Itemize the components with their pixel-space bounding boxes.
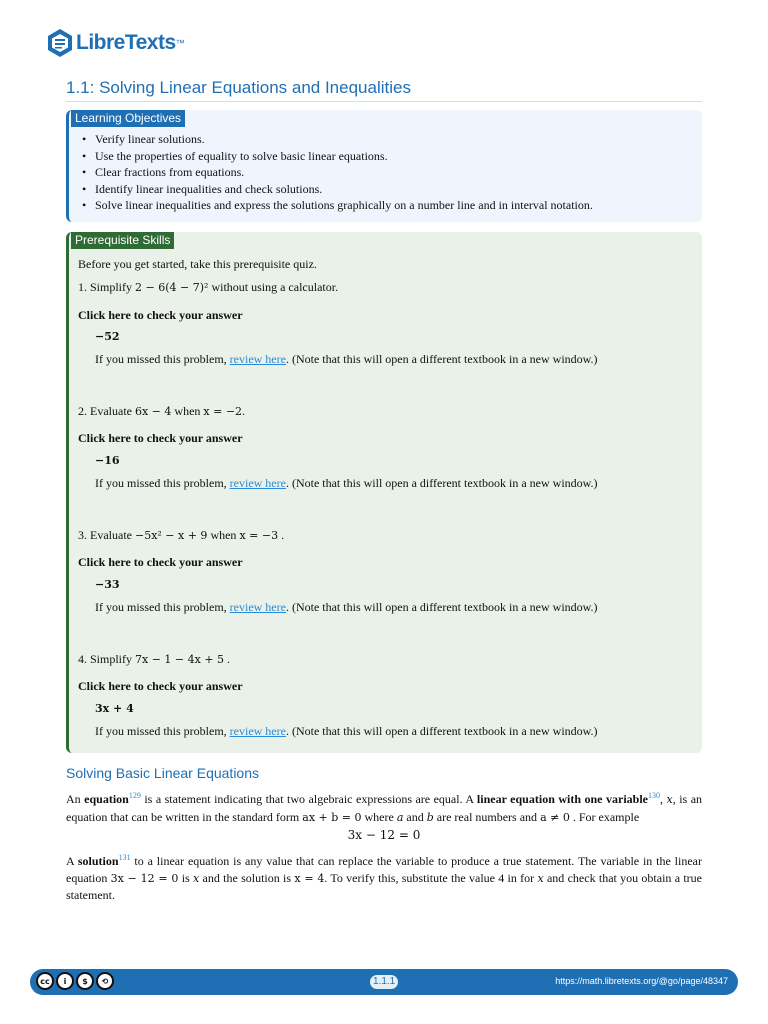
- text: is: [178, 870, 193, 885]
- text: where: [361, 809, 397, 824]
- page-number: 1.1.1: [370, 975, 398, 989]
- text: ,: [660, 792, 667, 806]
- problem-text: without using a calculator.: [208, 280, 339, 294]
- missed-suffix: . (Note that this will open a different textbook in a new window.): [285, 724, 598, 738]
- problem-3: [78, 527, 284, 544]
- logo-text: LibreTexts: [76, 31, 176, 54]
- problem-expression: x = −3: [239, 529, 279, 542]
- answer-value: −16: [95, 454, 120, 467]
- footnote-link[interactable]: 130: [648, 791, 660, 800]
- page-title: 1.1: Solving Linear Equations and Inequalities: [66, 78, 702, 102]
- text: An: [66, 792, 85, 806]
- missed-prefix: If you missed this problem,: [95, 600, 230, 614]
- example-equation: 3x − 12 = 0: [347, 828, 421, 842]
- prerequisite-skills-tag: Prerequisite Skills: [71, 232, 174, 249]
- problem-expression: 7x − 1 − 4x + 5: [135, 653, 225, 666]
- problem-text: .: [224, 652, 231, 666]
- text: and: [403, 809, 427, 824]
- missed-suffix: . (Note that this will open a different textbook in a new window.): [285, 352, 598, 366]
- missed-note: [95, 351, 598, 367]
- problem-text: 3. Evaluate: [78, 528, 135, 542]
- missed-prefix: If you missed this problem,: [95, 724, 230, 738]
- text: A: [66, 854, 78, 868]
- term-linear-equation: linear equation with one variable: [476, 792, 648, 806]
- check-answer-toggle[interactable]: Click here to check your answer: [78, 431, 243, 445]
- missed-note: [95, 723, 598, 739]
- math-expression: x: [666, 793, 673, 806]
- text: . For example: [569, 809, 640, 824]
- problem-expression: 6x − 4: [134, 405, 172, 418]
- sa-icon: ⟲: [96, 972, 114, 990]
- page-url[interactable]: https://math.libretexts.org/@go/page/48347: [555, 976, 728, 986]
- prerequisite-intro: Before you get started, take this prerequisite quiz.: [78, 257, 317, 271]
- problem-expression: x = −2: [203, 405, 243, 418]
- text: . To verify this, substitute the value 4 in for: [324, 870, 538, 885]
- paragraph-solution-definition: [66, 850, 702, 904]
- math-expression: b: [426, 810, 434, 824]
- page-footer: [30, 969, 738, 995]
- by-icon: i: [56, 972, 74, 990]
- problem-text: 2. Evaluate: [78, 404, 135, 418]
- footnote-link[interactable]: 131: [118, 853, 131, 862]
- review-link[interactable]: review here: [229, 352, 286, 366]
- libretexts-logo-icon: [46, 28, 74, 58]
- problem-text: .: [242, 404, 246, 418]
- text: , is an equation that can be written in the standard form: [66, 792, 703, 824]
- prerequisite-skills-box: [66, 232, 702, 753]
- problem-4: [78, 651, 230, 668]
- cc-icon: cc: [36, 972, 54, 990]
- check-answer-toggle[interactable]: Click here to check your answer: [78, 308, 243, 322]
- problem-text: .: [278, 528, 285, 542]
- license-badge[interactable]: [36, 972, 114, 990]
- missed-note: [95, 599, 598, 615]
- math-expression: a: [396, 810, 404, 824]
- math-expression: x = 4: [294, 871, 325, 885]
- problem-text: 4. Simplify: [78, 652, 136, 666]
- math-expression: x: [193, 871, 200, 885]
- missed-note: [95, 475, 598, 491]
- paragraph-equation-definition: [66, 788, 702, 826]
- objective-item: • Solve linear inequalities and express the solutions graphically on a number line and in interval notation.: [95, 197, 593, 214]
- objectives-list: [69, 131, 593, 214]
- review-link[interactable]: review here: [229, 600, 286, 614]
- text: are real numbers and: [433, 809, 541, 824]
- problem-text: when: [207, 528, 240, 542]
- problem-text: 1. Simplify: [78, 280, 136, 294]
- problem-text: when: [171, 404, 204, 418]
- learning-objectives-tag: Learning Objectives: [71, 110, 185, 127]
- problem-1: [78, 279, 338, 296]
- math-expression: 3x − 12 = 0: [110, 871, 179, 885]
- review-link[interactable]: review here: [229, 724, 286, 738]
- libretexts-logo[interactable]: [46, 28, 185, 58]
- review-link[interactable]: review here: [229, 476, 286, 490]
- check-answer-toggle[interactable]: Click here to check your answer: [78, 555, 243, 569]
- math-expression: ax + b = 0: [302, 810, 362, 824]
- text: is a statement indicating that two algebraic expressions are equal. A: [140, 792, 477, 806]
- objective-item: • Use the properties of equality to solve basic linear equations.: [95, 148, 593, 165]
- text: to a linear equation is any value that can replace the variable to produce a true statement. The variable in the linear equation: [66, 854, 702, 885]
- missed-prefix: If you missed this problem,: [95, 352, 230, 366]
- nc-icon: $: [76, 972, 94, 990]
- objective-item: • Verify linear solutions.: [95, 131, 593, 148]
- objective-item: • Clear fractions from equations.: [95, 164, 593, 181]
- term-solution: solution: [77, 854, 119, 868]
- logo-trademark: ™: [175, 38, 185, 48]
- answer-value: −52: [95, 330, 120, 343]
- objective-item: • Identify linear inequalities and check solutions.: [95, 181, 593, 198]
- section-heading: Solving Basic Linear Equations: [66, 765, 260, 781]
- math-expression: x: [537, 871, 544, 885]
- footnote-link[interactable]: 129: [128, 791, 141, 800]
- math-expression: a ≠ 0: [540, 810, 570, 824]
- problem-expression: 2 − 6(4 − 7)²: [135, 281, 209, 294]
- problem-2: [78, 403, 245, 420]
- missed-suffix: . (Note that this will open a different textbook in a new window.): [285, 476, 598, 490]
- answer-value: −33: [95, 578, 120, 591]
- text: and check that you obtain a true statement.: [66, 870, 702, 902]
- problem-expression: −5x² − x + 9: [134, 529, 208, 542]
- check-answer-toggle[interactable]: Click here to check your answer: [78, 679, 243, 693]
- term-equation: equation: [84, 792, 129, 806]
- learning-objectives-box: [66, 110, 702, 222]
- answer-value: 3x + 4: [95, 702, 134, 715]
- missed-suffix: . (Note that this will open a different textbook in a new window.): [285, 600, 598, 614]
- text: and the solution is: [199, 870, 295, 885]
- missed-prefix: If you missed this problem,: [95, 476, 230, 490]
